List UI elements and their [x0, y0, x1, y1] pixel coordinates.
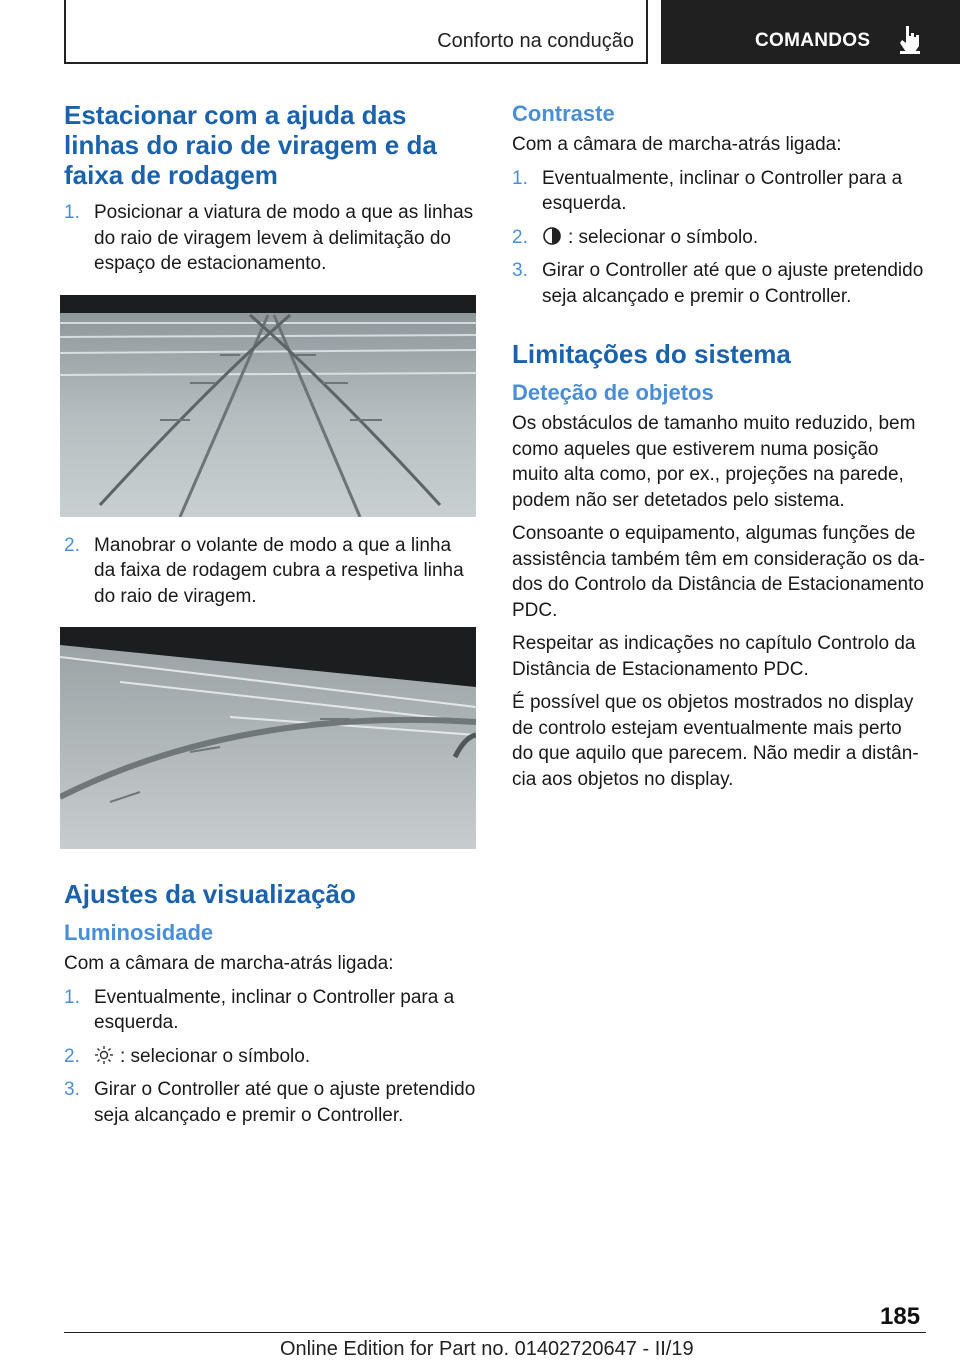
- step-text: Girar o Controller até que o ajuste pretendido seja alcançado e premir o Controller.: [94, 1079, 476, 1126]
- section-title-parking-lines: Estacionar com a ajuda das linhas do raio de viragem e da faixa de rodagem: [64, 100, 437, 190]
- rear-camera-guide-lines-image: [60, 295, 476, 517]
- camera-view-figure-1: [60, 295, 476, 517]
- body-paragraph: Respeitar as indicações no capítulo Controlo da Distância de Estacionamento PDC.: [512, 633, 916, 680]
- header-section-title: Conforto na condução: [437, 30, 634, 52]
- step-number: 1.: [512, 167, 528, 189]
- step-number: 3.: [512, 260, 528, 281]
- step-text: Eventualmente, inclinar o Controller para a esquerda.: [94, 986, 455, 1033]
- body-paragraph: Os obstáculos de tamanho muito reduzido, bem como aqueles que estiverem numa posição muito alta como, por ex., projeções na parede, podem não ser detetados pelo sistema.: [512, 413, 916, 511]
- footer-edition-text: Online Edition for Part no. 01402720647 - II/19: [280, 1338, 694, 1360]
- step-number: 2.: [512, 226, 528, 248]
- body-paragraph: É possível que os objetos mostrados no display de controlo estejam eventualmente mais perto do que aquilo que parecem. Não medir a distância aos objetos no display.: [512, 692, 919, 790]
- camera-view-figure-2: [60, 627, 476, 849]
- step-text: : selecionar o símbolo.: [120, 1045, 311, 1067]
- header-chapter-tab: [661, 0, 960, 64]
- step-text: Posicionar a viatura de modo a que as linhas do raio de viragem levem à delimitação do espaço de estacionamento.: [94, 202, 474, 274]
- step-item: [64, 533, 476, 610]
- intro-text: Com a câmara de marcha-atrás ligada:: [64, 953, 394, 974]
- rear-camera-steering-line-image: [60, 627, 476, 849]
- footer-divider: [64, 1332, 926, 1333]
- page-number: 185: [880, 1303, 921, 1330]
- step-item: [512, 258, 926, 309]
- step-text: Eventualmente, inclinar o Controller para a esquerda.: [542, 167, 903, 214]
- header-section-box: [64, 0, 648, 64]
- brightness-icon: [94, 1045, 114, 1065]
- step-number: 2.: [64, 1045, 80, 1067]
- step-number: 3.: [64, 1079, 80, 1100]
- step-item: [64, 1044, 476, 1070]
- hand-pointer-icon: [897, 24, 923, 54]
- section-title-system-limits: Limitações do sistema: [512, 339, 791, 369]
- right-column: [512, 100, 926, 800]
- subsection-title-brightness: Luminosidade: [64, 920, 214, 945]
- step-item: [64, 200, 476, 277]
- step-item: [64, 985, 476, 1036]
- left-column: [64, 100, 476, 1136]
- step-item: [512, 225, 926, 251]
- body-paragraph: Consoante o equipamento, algumas funções de assistência também têm em consideração os dados do Controlo da Distância de Estacionamento PDC.: [512, 523, 925, 621]
- step-text: Girar o Controller até que o ajuste pretendido seja alcançado e premir o Controller.: [542, 260, 924, 307]
- subsection-title-object-detection: Deteção de objetos: [512, 380, 714, 405]
- intro-text: Com a câmara de marcha-atrás ligada:: [512, 134, 842, 155]
- step-text: Manobrar o volante de modo a que a linha da faixa de rodagem cubra a respetiva linha do raio de viragem.: [94, 534, 464, 607]
- step-number: 2.: [64, 534, 80, 556]
- step-item: [512, 166, 926, 217]
- step-number: 1.: [64, 202, 80, 223]
- step-number: 1.: [64, 986, 80, 1008]
- header-chapter-label: COMANDOS: [755, 30, 871, 51]
- step-text: : selecionar o símbolo.: [568, 226, 759, 248]
- contrast-icon: [542, 226, 562, 246]
- section-title-display-settings: Ajustes da visualização: [64, 879, 356, 909]
- subsection-title-contrast: Contraste: [512, 101, 615, 126]
- step-item: [64, 1077, 476, 1128]
